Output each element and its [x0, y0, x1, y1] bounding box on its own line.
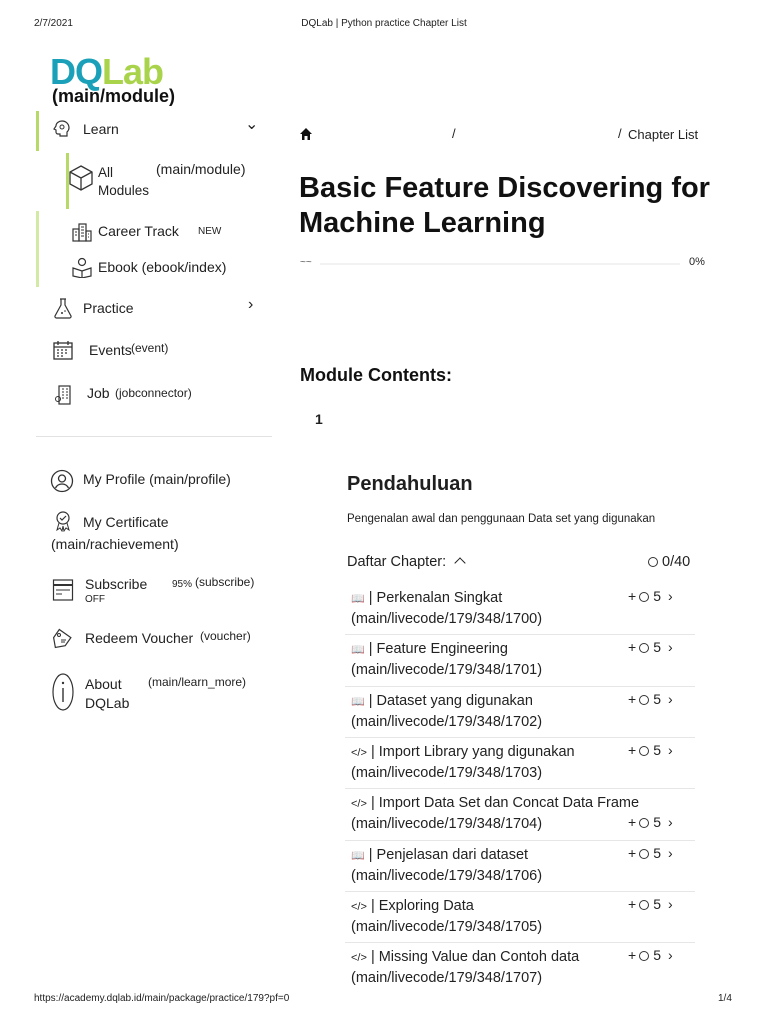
chapter-type-icon: 📖 — [351, 593, 365, 605]
chevron-right-icon: › — [667, 844, 673, 861]
chapter-divider — [345, 942, 695, 943]
daftar-chapter-toggle[interactable] — [347, 554, 464, 570]
print-page: 1/4 — [718, 993, 732, 1004]
career-track-new-badge: NEW — [198, 226, 222, 237]
chevron-right-icon: › — [667, 814, 673, 831]
chapter-meta[interactable] — [628, 639, 673, 655]
sidebar-item-ebook[interactable]: Ebook (ebook/index) — [98, 259, 227, 275]
chapter-item[interactable] — [351, 742, 641, 783]
chapter-item[interactable] — [351, 793, 641, 834]
chapter-path: (main/livecode/179/348/1705) — [351, 918, 543, 935]
logo-lab: Lab — [102, 51, 164, 92]
chapter-path: (main/livecode/179/348/1704) — [351, 816, 543, 833]
certificate-path: (main/rachievement) — [51, 536, 179, 552]
sidebar-item-all[interactable]: All — [98, 165, 114, 180]
buildings-icon — [71, 221, 93, 243]
chapter-item[interactable] — [351, 639, 641, 680]
print-date: 2/7/2021 — [34, 18, 73, 29]
flask-icon — [52, 297, 74, 319]
medal-icon — [639, 951, 649, 961]
chapter-divider — [345, 634, 695, 635]
progress-bar — [320, 263, 680, 265]
brain-icon — [51, 118, 73, 140]
home-icon[interactable] — [299, 127, 313, 141]
module-contents-heading: Module Contents: — [300, 365, 452, 385]
chapter-path: (main/livecode/179/348/1707) — [351, 970, 543, 987]
ebook-reader-icon — [71, 256, 93, 278]
chevron-right-icon: › — [667, 947, 673, 964]
chapter-divider — [345, 686, 695, 687]
logo-dq: DQ — [50, 51, 102, 92]
breadcrumb-separator: / — [452, 126, 456, 141]
medal-icon — [648, 557, 658, 567]
chevron-right-icon: › — [667, 639, 673, 656]
chapter-path: (main/livecode/179/348/1701) — [351, 662, 543, 679]
page-title: Basic Feature Discovering for Machine Learning — [299, 172, 710, 239]
chapter-type-icon: </> — [351, 900, 367, 913]
certificate-medal-icon — [52, 510, 74, 532]
user-profile-icon — [50, 469, 74, 493]
job-path: (jobconnector) — [115, 386, 192, 400]
sidebar-item-about[interactable]: About — [85, 676, 122, 692]
medal-icon — [639, 900, 649, 910]
chapter-points: 5 — [653, 741, 661, 758]
chapter-item[interactable] — [351, 691, 641, 732]
chapter-title: | Feature Engineering — [368, 641, 508, 658]
chapter-points: 5 — [653, 947, 661, 964]
chapter-item[interactable] — [351, 845, 641, 886]
plus-icon: + — [628, 588, 637, 604]
plus-icon: + — [628, 639, 637, 656]
module-number[interactable]: 1 — [315, 411, 323, 427]
chapter-item[interactable] — [351, 896, 641, 937]
subscribe-status: OFF — [85, 594, 105, 605]
medal-icon — [639, 643, 649, 653]
chapter-meta[interactable] — [628, 845, 673, 861]
chapter-points: 5 — [653, 844, 661, 861]
subscribe-card-icon — [52, 578, 74, 602]
sidebar-item-redeem-voucher[interactable]: Redeem Voucher — [85, 630, 194, 646]
chapter-path: (main/livecode/179/348/1702) — [351, 713, 543, 730]
breadcrumb-current[interactable]: Chapter List — [628, 127, 699, 142]
print-url: https://academy.dqlab.id/main/package/practice/179?pf=0 — [34, 993, 290, 1004]
chevron-right-icon: › — [667, 588, 673, 604]
plus-icon: + — [628, 947, 637, 964]
sidebar-item-career-track[interactable]: Career Track — [98, 223, 179, 239]
chapter-meta[interactable] — [628, 691, 673, 707]
learn-chevron-down-icon[interactable]: ⌄ — [245, 116, 259, 133]
chapter-meta[interactable] — [628, 947, 673, 963]
chapter-title: | Import Library yang digunakan — [370, 743, 575, 760]
chapter-type-icon: 📖 — [351, 695, 365, 708]
chapter-path: (main/livecode/179/348/1703) — [351, 764, 543, 781]
chapter-points: 5 — [653, 639, 661, 656]
chapter-points: 5 — [653, 588, 661, 604]
chapter-score-value: 0/40 — [662, 554, 691, 570]
dqlab-logo[interactable] — [50, 51, 164, 92]
section-description: Pengenalan awal dan penggunaan Data set yang digunakan — [347, 513, 656, 525]
medal-icon — [639, 849, 649, 859]
chapter-divider — [345, 788, 695, 789]
medal-icon — [639, 746, 649, 756]
section-title: Pendahuluan — [347, 473, 473, 495]
modules-box-icon — [68, 164, 94, 192]
sidebar-item-dqlab[interactable]: DQLab — [85, 695, 130, 711]
chapter-points: 5 — [653, 814, 661, 831]
chevron-right-icon: › — [667, 690, 673, 707]
medal-icon — [639, 592, 649, 602]
all-modules-path: (main/module) — [156, 161, 246, 177]
plus-icon: + — [628, 844, 637, 861]
progress-left-mark: ~~ — [300, 257, 312, 268]
chapter-meta[interactable] — [628, 896, 673, 912]
calendar-icon — [52, 339, 74, 361]
medal-icon — [639, 818, 649, 828]
chapter-item[interactable] — [351, 588, 641, 629]
medal-icon — [639, 695, 649, 705]
chevron-up-icon — [455, 557, 466, 568]
sidebar-item-modules[interactable]: Modules — [98, 183, 150, 198]
sidebar-item-job[interactable]: Job — [87, 385, 110, 401]
chapter-divider — [345, 737, 695, 738]
about-path: (main/learn_more) — [148, 675, 247, 689]
chapter-path: (main/livecode/179/348/1700) — [351, 611, 543, 627]
sidebar-item-learn[interactable]: Learn — [83, 121, 119, 137]
sidebar-item-my-profile[interactable]: My Profile (main/profile) — [83, 471, 231, 487]
chapter-points: 5 — [653, 895, 661, 912]
chapter-type-icon: </> — [351, 746, 367, 759]
subscribe-percent: 95% — [172, 579, 193, 590]
chapter-meta[interactable] — [628, 814, 673, 830]
plus-icon: + — [628, 690, 637, 707]
chapter-title: | Import Data Set dan Concat Data Frame — [370, 795, 640, 812]
plus-icon: + — [628, 741, 637, 758]
voucher-path: (voucher) — [200, 629, 251, 643]
chapter-type-icon: 📖 — [351, 849, 365, 862]
chapter-meta[interactable] — [628, 742, 673, 758]
info-icon — [51, 672, 75, 712]
plus-icon: + — [628, 814, 637, 831]
chapter-title: | Dataset yang digunakan — [368, 692, 533, 709]
chapter-type-icon: </> — [351, 952, 367, 965]
progress-percent: 0% — [689, 256, 705, 268]
learn-active-bar — [36, 111, 39, 151]
sidebar-item-subscribe[interactable]: Subscribe — [85, 576, 148, 592]
breadcrumb-separator: / — [618, 126, 622, 141]
chapter-divider — [345, 891, 695, 892]
chapter-divider — [345, 840, 695, 841]
chapter-meta[interactable] — [628, 588, 673, 604]
chapter-title: | Penjelasan dari dataset — [368, 846, 529, 863]
sidebar-item-events[interactable]: Events — [89, 342, 132, 358]
chapter-title: | Perkenalan Singkat — [368, 590, 503, 606]
chevron-right-icon: › — [667, 741, 673, 758]
job-building-icon — [53, 384, 75, 406]
daftar-chapter-label: Daftar Chapter: — [347, 554, 447, 570]
chapter-item[interactable] — [351, 947, 641, 988]
plus-icon: + — [628, 895, 637, 912]
print-title: DQLab | Python practice Chapter List — [301, 18, 467, 29]
chapter-type-icon: 📖 — [351, 644, 365, 657]
submenu-bar — [36, 211, 39, 287]
sidebar-divider — [36, 436, 272, 437]
practice-chevron-right-icon[interactable]: › — [248, 296, 254, 313]
logo-link-path: (main/module) — [52, 86, 176, 106]
sidebar-item-practice[interactable]: Practice — [83, 300, 134, 316]
chapter-points: 5 — [653, 690, 661, 707]
sidebar-item-my-certificate[interactable]: My Certificate — [83, 514, 169, 530]
chapter-title: | Exploring Data — [370, 897, 474, 914]
voucher-tag-icon — [51, 627, 75, 651]
events-path: (event) — [131, 341, 169, 355]
chapter-title: | Missing Value dan Contoh data — [370, 949, 580, 966]
subscribe-path: (subscribe) — [195, 575, 255, 589]
daftar-chapter-score — [645, 554, 690, 570]
chapter-type-icon: </> — [351, 798, 367, 811]
chapter-path: (main/livecode/179/348/1706) — [351, 867, 543, 884]
chevron-right-icon: › — [667, 895, 673, 912]
